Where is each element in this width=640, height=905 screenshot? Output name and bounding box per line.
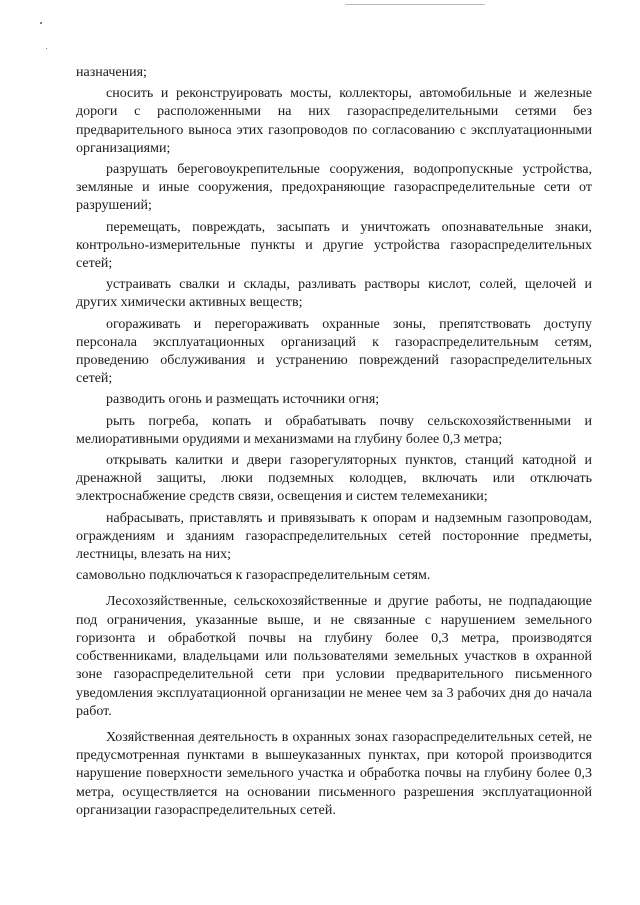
scan-speck — [40, 22, 42, 24]
scan-speck — [46, 48, 47, 49]
paragraph: самовольно подключаться к газораспределительным сетям. — [76, 568, 431, 584]
paragraph: назначения; — [76, 65, 147, 80]
paragraph: перемещать, повреждать, засыпать и уничтожать опознавательные знаки, контрольно-измерительные пункты и другие устройства газораспределительных сетей; — [76, 219, 592, 272]
paragraph: сносить и реконструировать мосты, коллекторы, автомобильные и железные дороги с расположенными на них газораспределительными сетями без предварительного выноса этих газопроводов по согласованию с эксплуатационными организациями; — [76, 86, 592, 156]
paragraph: рыть погреба, копать и обрабатывать почву сельскохозяйственными и мелиоративными орудиями и механизмами на глубину более 0,3 метра; — [76, 413, 592, 447]
scan-top-line — [345, 4, 485, 5]
paragraph: открывать калитки и двери газорегуляторных пунктов, станций катодной и дренажной защиты, люки подземных колодцев, включать или отключать электроснабжение средств связи, освещения и систем телемеханики; — [76, 453, 592, 505]
paragraph: разрушать береговоукрепительные сооружения, водопропускные устройства, земляные и иные сооружения, предохраняющие газораспределительные сети от разрушений; — [76, 162, 592, 214]
paragraph: устраивать свалки и склады, разливать растворы кислот, солей, щелочей и других химически активных веществ; — [76, 277, 592, 311]
paragraph: огораживать и перегораживать охранные зоны, препятствовать доступу персонала эксплуатационных организаций к газораспределительным сетям, проведению обслуживания и устранению повреждений газораспределительных сетей; — [76, 316, 592, 387]
paragraph: Хозяйственная деятельность в охранных зонах газораспределительных сетей, не предусмотренная пунктами в вышеуказанных пунктах, при которой производится нарушение поверхности земельного участка и обработка почвы на глубину более 0,3 метра, осуществляется на основании письменного разрешения эксплуатационной организации газораспределительных сетей. — [76, 729, 592, 818]
paragraph: набрасывать, приставлять и привязывать к опорам и надземным газопроводам, ограждениям и зданиям газораспределительных сетей посторонние предметы, лестницы, влезать на них; — [76, 510, 592, 563]
paragraph: Лесохозяйственные, сельскохозяйственные и другие работы, не подпадающие под ограничения, указанные выше, и не связанные с нарушением земельного горизонта и обработкой почвы на глубину более 0,3 метра, производятся собственниками, владельцами или пользователями земельных участков в охранной зоне газораспределительной сети при условии предварительного письменного уведомления эксплуатационной организации не менее чем за 3 рабочих дня до начала работ. — [76, 594, 592, 719]
paragraph: разводить огонь и размещать источники огня; — [106, 392, 380, 408]
document-page — [76, 64, 592, 823]
